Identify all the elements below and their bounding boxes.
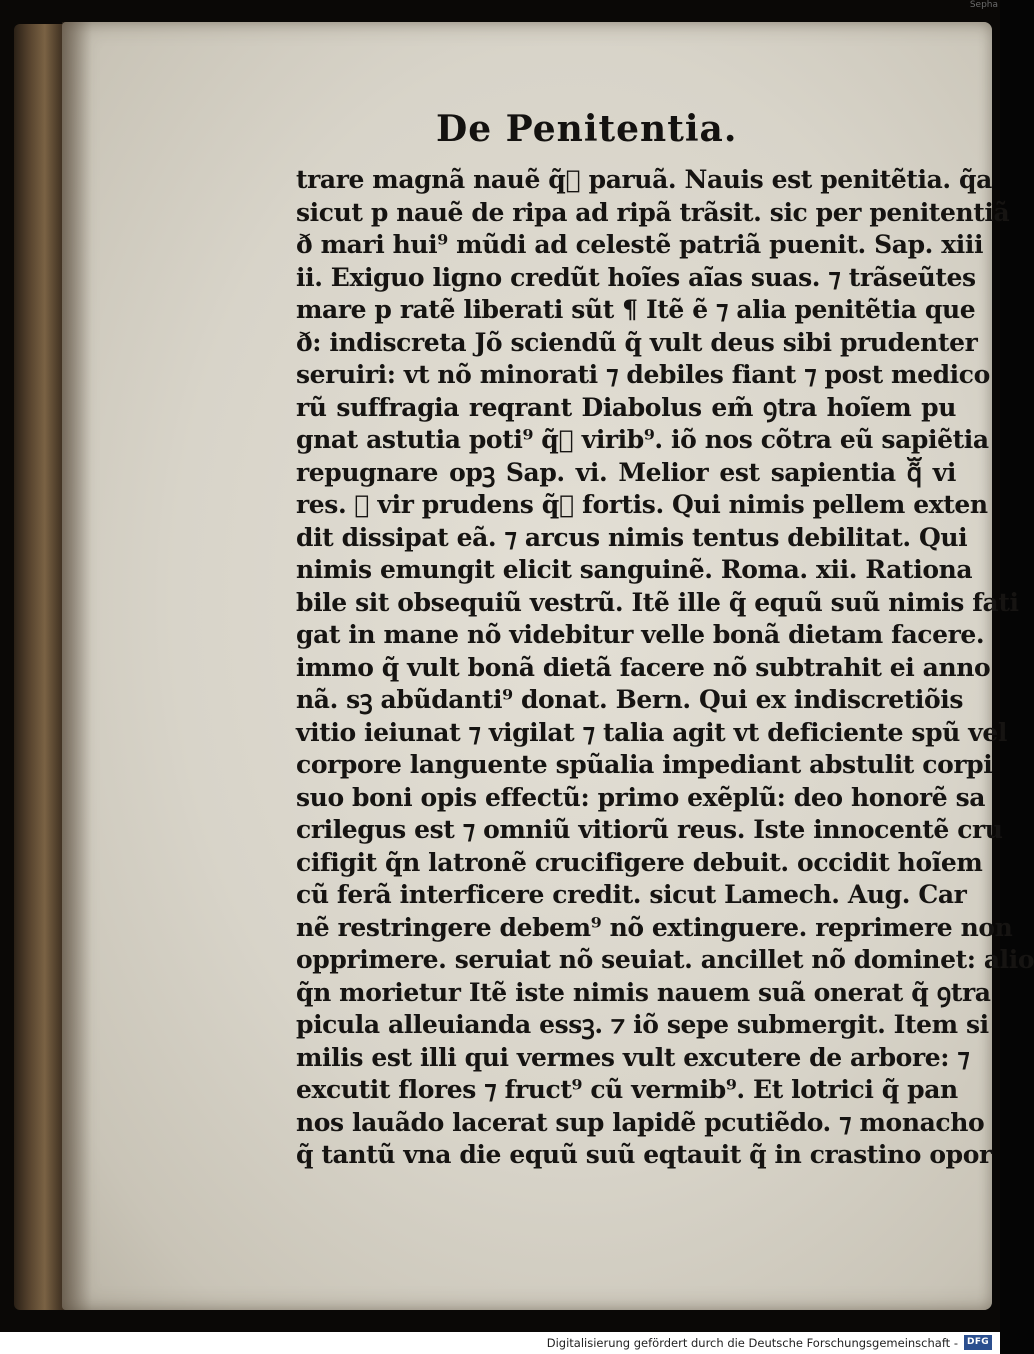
text-line: ð mari hui⁹ mũdi ad celestẽ patriã puenit. Sap. xiii	[296, 230, 984, 259]
text-line: mare p ratẽ liberati sũt ¶ Itẽ ẽ ⁊ alia penitẽtia que	[296, 295, 976, 324]
dfg-logo: DFG	[964, 1335, 992, 1350]
text-line: ii. Exiguo ligno credũt hoĩes aĩas suas. ⁊ trãseũtes	[296, 262, 976, 292]
text-line: ð: indiscreta Jõ sciendũ q̃ vult deus sibi prudenter	[296, 327, 978, 357]
text-line: picula alleuianda essꝫ. ⁊ iõ sepe submergit. Item si	[296, 1010, 989, 1039]
text-line: nẽ restringere debem⁹ nõ extinguere. reprimere non	[296, 912, 1013, 942]
text-line: cifigit q̃n latronẽ crucifigere debuit. occidit hoĩem	[296, 847, 983, 877]
text-line: sicut p nauẽ de ripa ad ripã trãsit. sic per penitentiã	[296, 197, 1010, 227]
text-line: repugnare opꝫ Sap. vi. Melior est sapientia q̃ᷓ vi	[296, 457, 956, 487]
text-line: cũ ferã interficere credit. sicut Lamech. Aug. Car	[296, 880, 967, 909]
text-line: q̃n morietur Itẽ iste nimis nauem suã onerat q̃ ꝯtra	[296, 977, 991, 1007]
text-line: milis est illi qui vermes vult excutere de arbore: ⁊	[296, 1042, 970, 1072]
footer-bar	[0, 1332, 1000, 1354]
text-line: nimis emungit elicit sanguinẽ. Roma. xii. Rationa	[296, 555, 973, 584]
text-line: dit dissipat eã. ⁊ arcus nimis tentus debilitat. Qui	[296, 522, 968, 552]
text-line: gnat astutia poti⁹ q̃ᷓ virib⁹. iõ nos cõtra eũ sapiẽtia	[296, 425, 989, 454]
text-line: suo boni opis effectũ: primo exẽplũ: deo honorẽ sa	[296, 782, 986, 812]
text-line: res. ⁊ vir prudens q̃ᷓ fortis. Qui nimis pellem exten	[296, 490, 988, 519]
running-head: De Penitentia.	[436, 108, 738, 150]
text-line: nã. sꝫ abũdanti⁹ donat. Bern. Qui ex indiscretiõis	[296, 685, 964, 714]
text-line: q̃ tantũ vna die equũ suũ eqtauit q̃ in crastino opor	[296, 1140, 992, 1169]
text-line: corpore languente spũalia impediant abstulit corpi	[296, 750, 993, 779]
text-line: crilegus est ⁊ omniũ vitiorũ reus. Iste innocentẽ cru	[296, 815, 1003, 844]
text-line: immo q̃ vult bonã dietã facere nõ subtrahit ei anno	[296, 652, 991, 682]
text-line: gat in mane nõ videbitur velle bonã dietam facere.	[296, 620, 985, 649]
text-line: rũ suffragia reqrant Diabolus em̃ ꝯtra hoĩem pu	[296, 392, 956, 422]
text-line: seruiri: vt nõ minorati ⁊ debiles fiant ⁊ post medico	[296, 360, 990, 389]
text-block	[296, 164, 1034, 1172]
text-line: bile sit obsequiũ vestrũ. Itẽ ille q̃ equũ suũ nimis fati	[296, 587, 1019, 617]
text-line: excutit flores ⁊ fruct⁹ cũ vermib⁹. Et lotrici q̃ pan	[296, 1075, 958, 1104]
funding-notice: Digitalisierung gefördert durch die Deutsche Forschungsgemeinschaft -	[546, 1336, 958, 1350]
corner-mark: Sepha	[969, 0, 998, 10]
text-line: vitio ieiunat ⁊ vigilat ⁊ talia agit vt deficiente spũ vel	[296, 717, 1007, 747]
text-line: opprimere. seruiat nõ seuiat. ancillet nõ dominet: alio	[296, 945, 1034, 974]
text-line: nos lauãdo lacerat sup lapidẽ pcutiẽdo. ⁊ monacho	[296, 1107, 985, 1137]
gutter-shadow	[62, 22, 92, 1310]
text-line: trare magnã nauẽ q̃ᷓ paruã. Nauis est penitẽtia. q̃a	[296, 165, 992, 194]
